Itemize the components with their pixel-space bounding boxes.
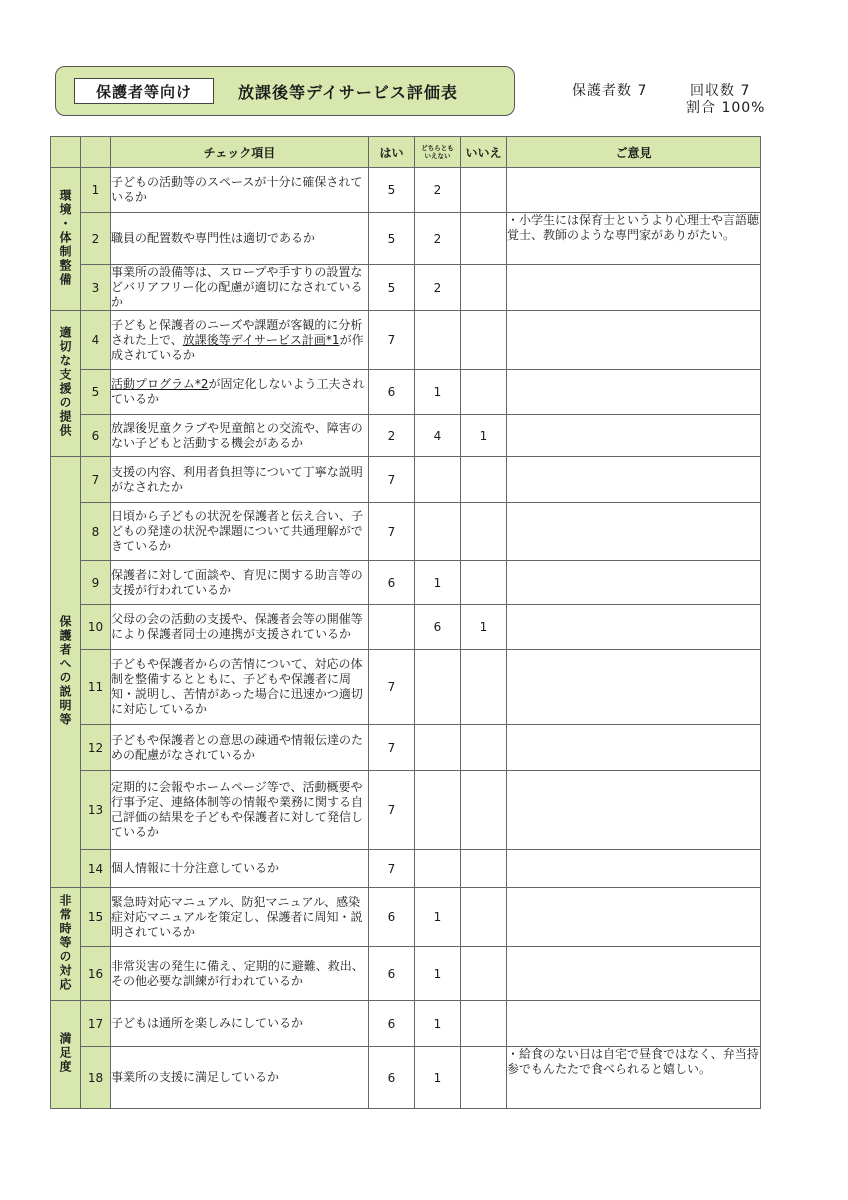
check-item-text: 父母の会の活動の支援や、保護者会等の開催等により保護者同士の連携が支援されているか (111, 605, 369, 650)
check-item-text: 保護者に対して面談や、育児に関する助言等の支援が行われているか (111, 561, 369, 605)
no-count (461, 1001, 507, 1047)
no-count (461, 1047, 507, 1109)
no-count (461, 311, 507, 370)
table-row (51, 311, 761, 370)
row-number: 11 (81, 650, 111, 725)
neither-count: 1 (415, 561, 461, 605)
check-item-text-part: が作成されているか (111, 332, 364, 362)
yes-count: 5 (369, 168, 415, 213)
row-number: 8 (81, 503, 111, 561)
table-row (51, 503, 761, 561)
audience-label: 保護者等向け (74, 78, 214, 104)
table-row (51, 457, 761, 503)
check-item-text: 緊急時対応マニュアル、防犯マニュアル、感染症対応マニュアルを策定し、保護者に周知・説明されているか (111, 888, 369, 947)
opinion-text (507, 725, 761, 771)
no-count (461, 561, 507, 605)
neither-count (415, 457, 461, 503)
table-row (51, 168, 761, 213)
row-number: 12 (81, 725, 111, 771)
opinion-text (507, 888, 761, 947)
yes-header: はい (369, 137, 415, 168)
opinion-text (507, 503, 761, 561)
check-item-text: 放課後児童クラブや児童館との交流や、障害のない子どもと活動する機会があるか (111, 415, 369, 457)
evaluation-table (50, 136, 761, 1109)
opinion-text (507, 168, 761, 213)
opinion-text (507, 370, 761, 415)
check-item-header: チェック項目 (111, 137, 369, 168)
table-row (51, 1047, 761, 1109)
header-row (51, 137, 761, 168)
neither-count (415, 311, 461, 370)
no-count (461, 213, 507, 265)
neither-count (415, 650, 461, 725)
check-item-text (111, 311, 369, 370)
form-title: 放課後等デイサービス評価表 (238, 83, 458, 102)
row-number: 6 (81, 415, 111, 457)
check-item-text: 子どもや保護者からの苦情について、対応の体制を整備するとともに、子どもや保護者に周知・説明し、苦情があった場合に迅速かつ適切に対応しているか (111, 650, 369, 725)
table-row (51, 1001, 761, 1047)
row-number: 4 (81, 311, 111, 370)
row-number: 5 (81, 370, 111, 415)
service-plan-link-text: 放課後等デイサービス計画*1 (182, 332, 340, 347)
neither-count: 1 (415, 1047, 461, 1109)
no-count (461, 370, 507, 415)
row-number: 2 (81, 213, 111, 265)
category-label: 保護者への説明等 (58, 614, 72, 727)
check-item-text: 日頃から子どもの状況を保護者と伝え合い、子どもの発達の状況や課題について共通理解ができているか (111, 503, 369, 561)
no-count (461, 947, 507, 1001)
neither-count: 2 (415, 265, 461, 311)
opinion-text (507, 457, 761, 503)
table-row (51, 605, 761, 650)
check-item-text: 個人情報に十分注意しているか (111, 850, 369, 888)
yes-count: 7 (369, 311, 415, 370)
opinion-text (507, 1001, 761, 1047)
opinion-text: ・給食のない日は自宅で昼食ではなく、弁当持参でもんたたで食べられると嬉しい。 (507, 1047, 761, 1109)
row-number: 10 (81, 605, 111, 650)
table-row (51, 947, 761, 1001)
no-count: 1 (461, 415, 507, 457)
category-header (51, 137, 81, 168)
neither-header (415, 137, 461, 168)
check-item-text: 定期的に会報やホームページ等で、活動概要や行事予定、連絡体制等の情報や業務に関する自己評価の結果を子どもや保護者に対して発信しているか (111, 771, 369, 850)
table-row (51, 370, 761, 415)
row-number: 18 (81, 1047, 111, 1109)
opinion-text (507, 850, 761, 888)
yes-count: 6 (369, 1001, 415, 1047)
yes-count: 7 (369, 850, 415, 888)
no-count (461, 265, 507, 311)
yes-count: 2 (369, 415, 415, 457)
table-row (51, 850, 761, 888)
table-row (51, 213, 761, 265)
opinion-text (507, 947, 761, 1001)
collected-count: 回収数 7 (690, 83, 751, 99)
table-row (51, 650, 761, 725)
category-label: 非常時等の対応 (58, 893, 72, 992)
row-number: 15 (81, 888, 111, 947)
row-number: 16 (81, 947, 111, 1001)
no-count (461, 503, 507, 561)
row-number: 3 (81, 265, 111, 311)
opinion-text (507, 311, 761, 370)
no-count (461, 771, 507, 850)
no-count (461, 725, 507, 771)
category-label: 満足度 (58, 1032, 72, 1074)
neither-count: 1 (415, 947, 461, 1001)
check-item-text (111, 370, 369, 415)
category-cell (51, 457, 81, 888)
yes-count: 7 (369, 650, 415, 725)
guardian-count: 保護者数 7 (572, 83, 648, 99)
opinion-text: ・小学生には保育士というより心理士や言語聴覚士、教師のような専門家がありがたい。 (507, 213, 761, 265)
yes-count: 7 (369, 503, 415, 561)
yes-count: 6 (369, 561, 415, 605)
opinion-text (507, 650, 761, 725)
neither-count: 1 (415, 370, 461, 415)
neither-header-line2: いえない (424, 152, 451, 160)
category-label: 環境・体制整備 (58, 188, 72, 287)
row-number: 9 (81, 561, 111, 605)
collection-rate: 割合 100% (686, 100, 766, 116)
check-item-text: 事業所の設備等は、スロープや手すりの設置などバリアフリー化の配慮が適切になされているか (111, 265, 369, 311)
opinion-text (507, 605, 761, 650)
neither-count: 2 (415, 168, 461, 213)
no-count (461, 168, 507, 213)
opinion-text (507, 561, 761, 605)
no-count (461, 850, 507, 888)
category-label: 適切な支援の提供 (58, 326, 72, 438)
yes-count: 5 (369, 265, 415, 311)
check-item-text: 支援の内容、利用者負担等について丁寧な説明がなされたか (111, 457, 369, 503)
no-count: 1 (461, 605, 507, 650)
yes-count: 7 (369, 725, 415, 771)
table-row (51, 415, 761, 457)
table-row (51, 265, 761, 311)
neither-count: 1 (415, 888, 461, 947)
check-item-text: 職員の配置数や専門性は適切であるか (111, 213, 369, 265)
neither-count: 2 (415, 213, 461, 265)
no-count (461, 457, 507, 503)
no-header: いいえ (461, 137, 507, 168)
opinion-text (507, 771, 761, 850)
opinion-header: ご意見 (507, 137, 761, 168)
form-header (55, 66, 515, 116)
category-cell (51, 1001, 81, 1109)
neither-header-line1: どちらとも (421, 144, 454, 152)
yes-count: 7 (369, 771, 415, 850)
no-count (461, 650, 507, 725)
neither-count (415, 725, 461, 771)
table-row (51, 725, 761, 771)
yes-count: 5 (369, 213, 415, 265)
check-item-text: 事業所の支援に満足しているか (111, 1047, 369, 1109)
table-row (51, 561, 761, 605)
row-number: 13 (81, 771, 111, 850)
table-row (51, 771, 761, 850)
table-row (51, 888, 761, 947)
category-cell (51, 168, 81, 311)
row-number: 1 (81, 168, 111, 213)
check-item-text: 子どもの活動等のスペースが十分に確保されているか (111, 168, 369, 213)
category-cell (51, 311, 81, 457)
row-number: 14 (81, 850, 111, 888)
yes-count: 6 (369, 947, 415, 1001)
check-item-text: 子どもは通所を楽しみにしているか (111, 1001, 369, 1047)
opinion-text (507, 265, 761, 311)
check-item-text-part: 子どもと保護者のニーズや課題が客観的に分析された上で、 (111, 317, 363, 347)
number-header (81, 137, 111, 168)
neither-count: 4 (415, 415, 461, 457)
yes-count: 6 (369, 888, 415, 947)
yes-count (369, 605, 415, 650)
neither-count (415, 850, 461, 888)
opinion-text (507, 415, 761, 457)
yes-count: 6 (369, 370, 415, 415)
no-count (461, 888, 507, 947)
neither-count (415, 771, 461, 850)
yes-count: 7 (369, 457, 415, 503)
check-item-text-part: が固定化しないよう工夫されているか (111, 377, 365, 406)
neither-count (415, 503, 461, 561)
activity-program-link-text: 活動プログラム*2 (111, 377, 209, 391)
yes-count: 6 (369, 1047, 415, 1109)
check-item-text: 非常災害の発生に備え、定期的に避難、救出、その他必要な訓練が行われているか (111, 947, 369, 1001)
row-number: 17 (81, 1001, 111, 1047)
row-number: 7 (81, 457, 111, 503)
check-item-text: 子どもや保護者との意思の疎通や情報伝達のための配慮がなされているか (111, 725, 369, 771)
neither-count: 6 (415, 605, 461, 650)
neither-count: 1 (415, 1001, 461, 1047)
category-cell (51, 888, 81, 1001)
